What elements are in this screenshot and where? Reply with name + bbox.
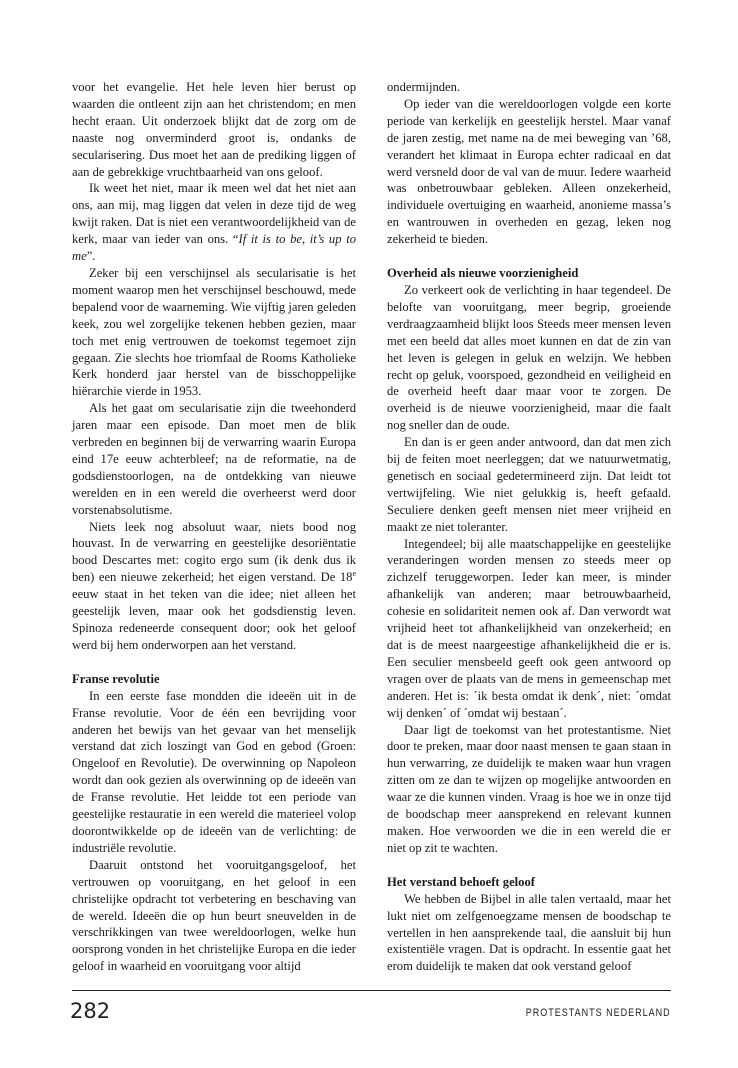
paragraph: Op ieder van die wereldoorlogen volgde een korte periode van kerkelijk en geestelijk herstel. Maar vanaf de jaren zestig, met name na de mei beweging van ’68, verandert het klimaat in Europa echter radicaal en dat werd versneld door de val van de muur. Iedere waarheid was onbetrouwbaar gebleken. Alleen onzekerheid, individuele overtuiging en waarheid, anonieme massa’s en wantrouwen in overheden en gezag, leken nog zekerheid te bieden. — [387, 96, 671, 247]
paragraph-text: Niets leek nog absoluut waar, niets bood nog houvast. In de verwarring en geestelijke desoriëntatie bood Descartes met: cogito ergo sum (ik denk dus ik ben) een nieuwe zekerheid; het eigen verstand. De 18 — [72, 519, 356, 585]
paragraph: En dan is er geen ander antwoord, dan dat men zich bij de feiten moet neerleggen; dat we natuurwetmatig, genetisch en sociaal gedetermineerd zijn. Dat leidt tot vertwijfeling. Wie niet gelukkig is, heeft gefaald. Seculiere denken geeft mensen niet meer vrijheid en maakt ze niet toleranter. — [387, 435, 671, 534]
paragraph-text: ”. — [86, 249, 96, 264]
paragraph: We hebben de Bijbel in alle talen vertaald, maar het lukt niet om zelfgenoegzame mensen de boodschap te vertellen in hen aansprekende taal, die aansluit bij hun existentiële vragen. Dat is opdracht. In essentie gaat het erom duidelijk te maken dat ook verstand geloof — [387, 891, 671, 974]
paragraph — [72, 519, 356, 654]
paragraph: voor het evangelie. Het hele leven hier berust op waarden die ontleent zijn aan het christendom; en men hecht eraan. Uit onderzoek blijkt dat de zorg om de naaste nog onverminderd groot is, ondanks de secularisering. Dus moet het aan de prediking liggen of aan de gebrekkige vruchtbaarheid van ons geloof. — [72, 80, 356, 179]
paragraph — [72, 180, 356, 265]
paragraph: ondermijnden. — [387, 80, 461, 94]
paragraph: Daaruit ontstond het vooruitgangsgeloof, het vertrouwen op vooruitgang, en het geloof in een christelijke opdracht tot verbetering en beschaving van de wereld. Ideeën die op hun beurt sneuvelden in de verschrikkingen van twee wereldoorlogen, welke hun oorsprong vonden in het christelijke Europa en die ieder geloof in waarheid en vooruitgang voor altijd — [72, 857, 356, 974]
paragraph: In een eerste fase mondden die ideeën uit in de Franse revolutie. Voor de één een bevrijding voor anderen het bewijs van het gevaar van het menselijk verstand dat zich loszingt van God en gebod (Groen: Ongeloof en Revolutie). De overwinning op Napoleon wordt dan ook gezien als overwinning op de ideeën van de Franse revolutie. Het leidde tot een periode van geestelijke restauratie in een wereld die materieel volop doorontwikkelde op de ideeën van de verlichting: de industriële revolutie. — [72, 688, 356, 855]
paragraph-text: eeuw staat in het teken van die idee; niet alleen het geestelijk leven, maar ook het godsdienstig leven. Spinoza redeneerde consequent door; ook het geloof werd bij hem onderworpen aan het verstand. — [72, 587, 356, 652]
footer-rule — [72, 990, 671, 991]
paragraph: Zo verkeert ook de verlichting in haar tegendeel. De belofte van vooruitgang, meer begrip, groeiende verdraagzaamheid blijkt loos Steeds meer mensen leven met een beeld dat alles moet kunnen en dat de zin van het leven is gelegen in geluk en welzijn. We hebben recht op geluk, voorspoed, gezondheid en veiligheid en de overheid heeft daar maar voor te zorgen. De overheid is de nieuwe voorzienigheid, maar die faalt nog sneller dan de oude. — [387, 282, 671, 433]
page-number: 282 — [70, 999, 111, 1023]
superscript: e — [352, 569, 356, 579]
left-column — [72, 79, 356, 975]
section-heading: Het verstand behoeft geloof — [387, 874, 535, 889]
section-heading: Franse revolutie — [72, 671, 160, 686]
paragraph-text: Ik weet het niet, maar ik meen wel dat het niet aan ons, aan mij, mag liggen dat velen in deze tijd de weg kwijt raken. Dat is niet een verantwoordelijkheid van de kerk, maar van ieder van ons. “ — [72, 181, 356, 247]
right-column — [387, 79, 671, 975]
paragraph: Als het gaat om secularisatie zijn die tweehonderd jaren maar een episode. Dan moet men de blik verbreden en beginnen bij de verwarring waarin Europa eind 17e eeuw achterbleef; na de reformatie, na de godsdienstoorlogen, na de ontdekking van nieuwe werelden en in een wereld die overheerst werd door vorstenabsolutisme. — [72, 401, 356, 517]
running-title: PROTESTANTS NEDERLAND — [526, 1007, 671, 1019]
section-heading: Overheid als nieuwe voorzienigheid — [387, 266, 579, 281]
quote-text: If it is to be, it’s up to me — [72, 232, 356, 264]
paragraph: Zeker bij een verschijnsel als secularisatie is het moment waarop men het verschijnsel beschouwd, mede bepalend voor de waarneming. Wie vijftig jaren geleden keek, zou wel zorgelijke tekenen hebben gezien, maar toch met enig vertrouwen de toekomst tegemoet zijn gegaan. Zie slechts hoe triomfaal de Rooms Katholieke Kerk honderd jaar herstel van de bisschoppelijke hiërarchie vierde in 1953. — [72, 265, 356, 399]
paragraph: Integendeel; bij alle maatschappelijke en geestelijke veranderingen worden mensen zo steeds meer op zichzelf teruggeworpen. Ieder kan meer, is minder afhankelijk van anderen; maar betrouwbaarheid, cohesie en solidariteit nemen ook af. Dan verwordt wat vrijheid heet tot afhankelijkheid van onzekerheid; en dat is de meest naargeestige afhankelijkheid die er is. Een seculier mensbeeld geeft ook geen antwoord op vragen over de plaats van de mens in gemeenschap met anderen. Het is: ´ik besta omdat ik denk´, niet: ´omdat wij denken´ of ´omdat wij bestaan´. — [387, 536, 671, 720]
paragraph: Daar ligt de toekomst van het protestantisme. Niet door te preken, maar door naast mensen te gaan staan in hun verwarring, ze duidelijk te maken waar hun vragen zitten om ze dan te wijzen op mogelijke antwoorden en waar ze die kunnen vinden. Vraag is hoe we in onze tijd de boodschap meer aansprekend en relevant kunnen maken. Hoe verwoorden we die in een wereld die er niet op zit te wachten. — [387, 722, 671, 855]
